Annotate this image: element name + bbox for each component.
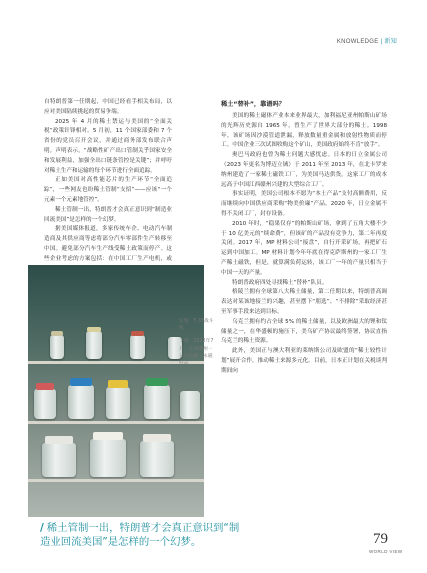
right-paragraph: 事实证明，美国公司根本不愿为“本土产品”支付高额费用，反而继续向中国供应商采购“物美价廉”产品。2020 年，日立金属不得不关闭工厂，封存设备。 — [221, 191, 387, 217]
sample-jar — [42, 443, 76, 477]
sample-jar — [130, 335, 145, 359]
jar-lid — [146, 378, 168, 386]
rare-earth-samples-photo — [28, 265, 204, 517]
right-paragraph: 乌克兰拥有约占全球 5% 的稀土储量，以及欧洲最大的锂和钛储量之一，在华盛顿的施压下，美乌矿产协议最终签署，协议直指乌克兰的稀土资源。 — [221, 318, 387, 345]
jar-lid — [131, 331, 144, 336]
sample-jar — [140, 441, 174, 477]
right-paragraph: 此外，美国正与澳大利亚的莱纳斯公司及欧盟的“稀土较性计划”展开合作，推动稀土来源多元化。目前，日本正计划在关税谈判期间向 — [221, 348, 387, 374]
category-label: 新知 — [384, 39, 397, 45]
photo-side-caption — [179, 318, 217, 373]
right-paragraph: 特朗普政府四处寻找稀土“替补”队员。 — [232, 279, 328, 286]
right-paragraph: 2010 年时，“稳果仅存”的帕斯山矿场，拿到了五角大楼不少于 10 亿美元的“续命费”，但该矿的产品没有竞争力，第二年再度关闭。2017 年，MP 材料公司“接盘”，自行开采矿场，再把矿石运到中国加工。MP 材料计划今年年底在得克萨斯州的一家工厂生产稀土磁铁，但是，就算满负荷运转，该工厂一年的产量只相当于中国一天的产量。 — [221, 220, 387, 276]
jar-lid — [93, 432, 123, 440]
pull-quote — [40, 522, 240, 549]
page-header — [337, 36, 397, 45]
right-paragraph: 格陵兰拥有全球第八大稀土储量，第二任期以来，特朗普高调表达对某该地接兰的兴趣，甚至摆下“朋选”、“不排除”采取经济甚至军事手段来达到目标。 — [221, 289, 387, 315]
pull-quote-slash: / — [40, 522, 44, 534]
sample-jar — [144, 385, 170, 419]
caption-line: 左图：F-35战斗机 — [179, 319, 214, 332]
jar-lid — [36, 383, 54, 390]
right-paragraph: 奥巴马政府也曾为稀土问题大感忧虑。日本的日立金属公司（2023 年更名为博迈立铖）于 2011 年至 2013 年，在北卡罗来纳州建造了一家稀土磁铁工厂，为美国马达供货。这家工厂的成本远高于中国江西赣州兴建的大型综合工厂。 — [221, 152, 387, 188]
left-column — [44, 98, 172, 274]
right-paragraph: 美国的稀土磁体产业本来业界最大，加利福尼亚州帕斯山矿场的光辉历史源自 1965 年，曾生产了世界大部分的稀土。1998 年，该矿场因沙漠管道泄漏，释放数量重金属和放射性物质而停工。中国企业三次试图收购这个矿山，美国政府始终不肯“放手”。 — [221, 113, 387, 149]
sample-jar — [50, 335, 64, 359]
sample-jar — [180, 391, 200, 419]
left-paragraph: 2025 年 4 月的稀土禁运与美国的“全面关税”政策针锋相对。5 月初，11 个国家部委和 7 个省份的党员召开会议，并通过商务部发布联合声明。声明表示，“战略性矿产出口管制关乎国家安全和发展利益，加强全出口链条管控是关键”；并呼吁对稀土生产和运输的每个环节进行全面追踪。 — [44, 118, 172, 174]
sample-jar — [106, 387, 130, 419]
pull-quote-text: 稀土管制一出，特朗普才会真正意识到“制造业回流美国”是怎样的一个幻梦。 — [40, 522, 240, 548]
left-paragraph: 自特朗普第一任期起，中国已经看手相关布局，以应对美国陆续挑起的贸易争端。 — [44, 99, 172, 115]
section-subtitle: 稀土“替补”，靠谱吗？ — [221, 101, 285, 108]
page-number: 79 — [373, 531, 388, 547]
sample-jar — [68, 385, 94, 419]
jar-lid — [45, 436, 73, 444]
magazine-name: WORLD VIEW — [369, 549, 403, 554]
right-column — [221, 100, 387, 377]
header-separator: | — [380, 39, 383, 45]
shelf — [28, 421, 204, 424]
left-paragraph: 稀土管制一出，特朗普才会真正意识到“制造业回流美国”是怎样的一个幻梦。 — [44, 206, 172, 223]
magazine-label: KNOWLEDGE — [336, 39, 379, 45]
left-paragraph: 据美国媒体报道，多家传统车企、电动汽车制造商及其供应商等虑将部分汽车零部件生产转移至中国。避免部分汽车生产线受稀土政策而停产。这些企业考虑的方案包括：在中国工厂生产电机，或 — [44, 226, 172, 262]
sample-jar — [86, 331, 102, 359]
caption-line: 下图：2022年7月，江西赣州一公司的稀土永磁样品 — [179, 339, 214, 367]
sample-jar — [34, 389, 56, 419]
jar-lid — [51, 331, 63, 336]
jar-lid — [143, 434, 171, 442]
shelf — [28, 361, 204, 364]
sample-jar — [90, 439, 126, 477]
jar-lid — [87, 327, 101, 332]
shelf — [28, 479, 204, 482]
jar-lid — [108, 380, 128, 388]
left-paragraph: 正如美国对高性能芯片的生产环节“全面追踪”，一些网友也纷稀土管制“支招”——应该“一个元素一个元素地管控”。 — [44, 177, 172, 203]
jar-lid — [70, 378, 92, 386]
